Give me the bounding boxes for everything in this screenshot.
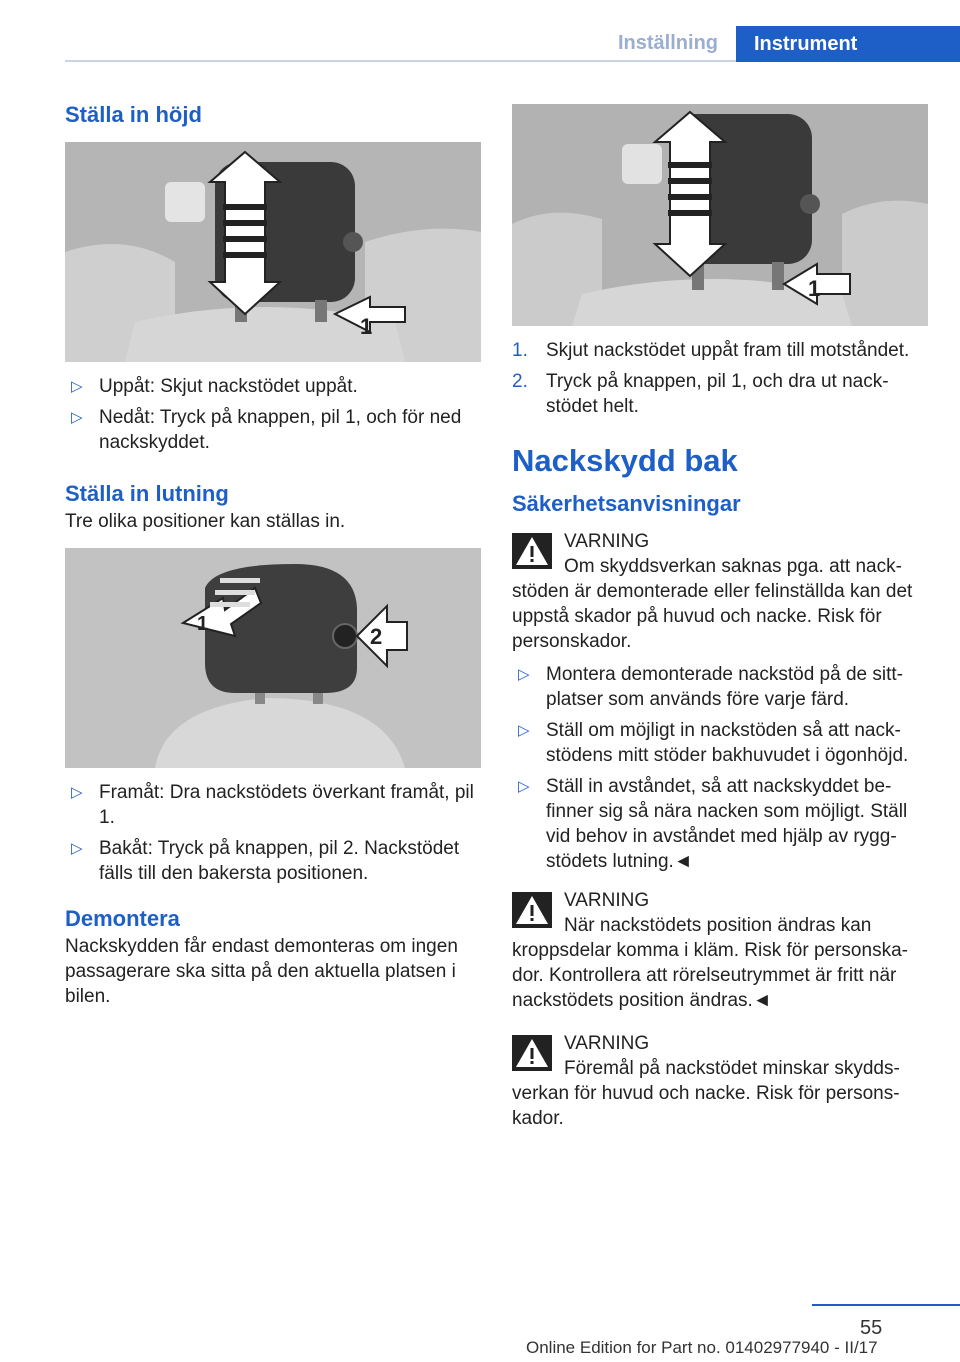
list-item: 2. Tryck på knappen, pil 1, och dra ut nackstödet helt.: [512, 371, 889, 417]
triangle-right-icon: ▷: [518, 722, 530, 739]
figure-headrest-tilt: [65, 548, 481, 768]
headrest-tilt-illustration: [65, 548, 481, 768]
fig1-arrow-label: 1: [360, 314, 373, 339]
triangle-right-icon: ▷: [71, 840, 83, 857]
warning1-list: [512, 662, 928, 874]
page-number: 55: [860, 1317, 883, 1339]
tilt-intro: Tre olika positioner kan ställas in.: [65, 511, 346, 532]
warning-1: [512, 529, 928, 654]
fig2-arrow1-label: 1: [197, 613, 209, 635]
remove-steps: [512, 338, 928, 419]
triangle-right-icon: ▷: [71, 784, 83, 801]
warning-triangle-icon: [512, 1035, 552, 1071]
warning-triangle-icon: [512, 533, 552, 569]
right-column: [512, 104, 928, 1131]
warning-3: [512, 1031, 928, 1131]
warning-text: Om skyddsverkan saknas pga. att nackstöden är demonterade eller felinställda kan det uppstå skador på huvud och nacke. Risk för personskador.: [512, 556, 913, 652]
triangle-right-icon: ▷: [71, 409, 83, 426]
headrest-remove-illustration: [512, 104, 928, 326]
tab-installning[interactable]: Inställning: [618, 32, 718, 54]
list-item: ▷ Ställ in avståndet, så att nackskyddet befinner sig så nära nacken som möjligt. Ställ vid behov in avståndet med hjälp av ryggstödets lutning.◄: [518, 776, 908, 872]
list-item: ▷ Ställ om möjligt in nackstöden så att nackstödens mitt stöder bakhuvudet i ögonhöjd.: [518, 720, 909, 766]
height-list: [65, 374, 481, 455]
list-item: ▷ Framåt: Dra nackstödets överkant framåt, pil 1.: [71, 782, 474, 828]
list-item: 1. Skjut nackstödet uppåt fram till motståndet.: [512, 340, 910, 361]
warning-text: När nackstödets position ändras kan kroppsdelar komma i kläm. Risk för personskador. Kontrollera att rörelseutrymmet är fritt när nackstödets position ändras.◄: [512, 915, 908, 1011]
heading-sakerhet: Säkerhetsanvisningar: [512, 491, 741, 516]
warning-2: [512, 888, 928, 1013]
heading-tilt: Ställa in lutning: [65, 481, 229, 506]
tilt-list: [65, 780, 481, 886]
tab-instrument[interactable]: Instrument: [736, 26, 960, 62]
figure-headrest-remove: [512, 104, 928, 326]
triangle-right-icon: ▷: [518, 666, 530, 683]
list-item: ▷ Nedåt: Tryck på knappen, pil 1, och för ned nackskyddet.: [71, 407, 462, 453]
fig2-arrow2-label: 2: [370, 624, 383, 649]
footer-rule: [812, 1304, 960, 1306]
figure-headrest-height: [65, 142, 481, 362]
fig3-arrow-label: 1: [808, 276, 821, 301]
heading-nackskydd-bak: Nackskydd bak: [512, 443, 738, 478]
warning-title: VARNING: [564, 890, 650, 911]
heading-remove: Demontera: [65, 906, 180, 931]
warning-triangle-icon: [512, 892, 552, 928]
warning-text: Föremål på nackstödet minskar skyddsverkan för huvud och nacke. Risk för personskador.: [512, 1058, 900, 1129]
heading-height: Ställa in höjd: [65, 102, 202, 127]
headrest-height-illustration: [65, 142, 481, 362]
left-column: [65, 100, 481, 1009]
triangle-right-icon: ▷: [71, 378, 83, 395]
warning-title: VARNING: [564, 1033, 650, 1054]
triangle-right-icon: ▷: [518, 778, 530, 795]
list-item: ▷ Bakåt: Tryck på knappen, pil 2. Nackstödet fälls till den bakersta positionen.: [71, 838, 460, 884]
remove-text: Nackskydden får endast demonteras om ingen passagerare ska sitta på den aktuella platsen i bilen.: [65, 936, 458, 1007]
list-item: ▷ Montera demonterade nackstöd på de sittplatser som används före varje färd.: [518, 664, 903, 710]
edition-text: Online Edition for Part no. 01402977940 - II/17: [526, 1338, 878, 1357]
list-item: ▷ Uppåt: Skjut nackstödet uppåt.: [71, 376, 358, 397]
warning-title: VARNING: [564, 531, 650, 552]
